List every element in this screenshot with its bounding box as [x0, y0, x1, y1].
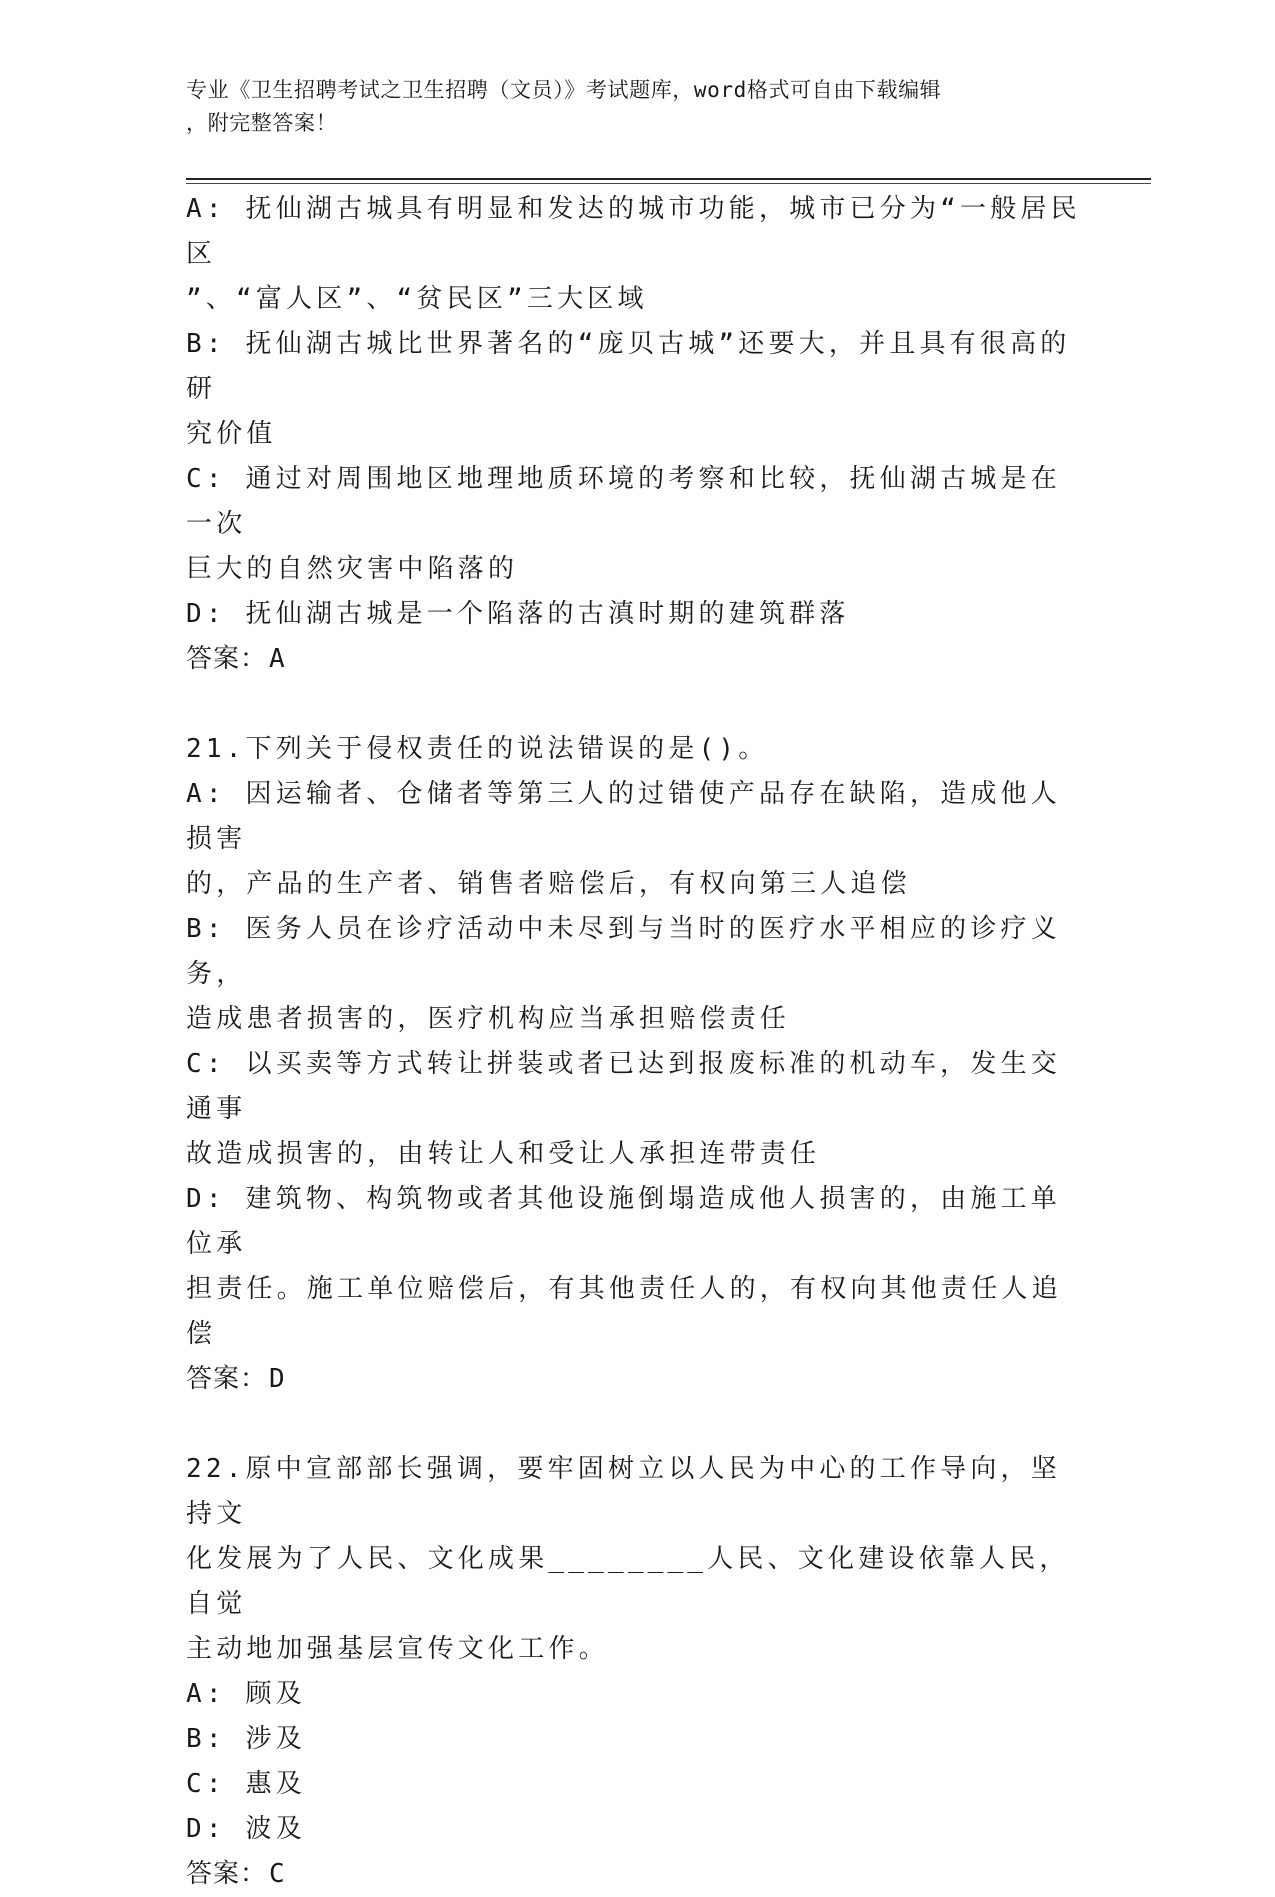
answer-value: D [269, 1364, 286, 1394]
option-b-line-1: B: 医务人员在诊疗活动中未尽到与当时的医疗水平相应的诊疗义务， [186, 914, 1061, 989]
document-header [186, 74, 1066, 140]
option-c-line-2: 巨大的自然灾害中陷落的 [186, 554, 519, 584]
option-d: D: 波及 [186, 1814, 306, 1844]
option-d-line-1: D: 建筑物、构筑物或者其他设施倒塌造成他人损害的，由施工单位承 [186, 1184, 1061, 1259]
answer-line [186, 637, 1086, 682]
answer-label: 答案： [186, 644, 268, 674]
question-stem-line-3: 主动地加强基层宣传文化工作。 [186, 1634, 609, 1664]
option-c-line-1: C: 以买卖等方式转让拼装或者已达到报废标准的机动车，发生交通事 [186, 1049, 1061, 1124]
option-a-line-2: ”、“富人区”、“贫民区”三大区域 [186, 284, 648, 314]
answer-line [186, 1357, 1086, 1402]
option-c: C: 惠及 [186, 1769, 306, 1799]
answer-label: 答案： [186, 1859, 268, 1889]
option-b-line-2: 究价值 [186, 419, 277, 449]
option-a: A: 顾及 [186, 1679, 306, 1709]
option-b-line-1: B: 抚仙湖古城比世界著名的“庞贝古城”还要大，并且具有很高的研 [186, 329, 1071, 404]
question-stem-line-2: 化发展为了人民、文化成果________人民、文化建设依靠人民，自觉 [186, 1544, 1070, 1619]
question-22 [186, 1447, 1086, 1897]
option-d-line-2: 担责任。施工单位赔偿后，有其他责任人的，有权向其他责任人追偿 [186, 1274, 1062, 1349]
option-d-line-1: D: 抚仙湖古城是一个陷落的古滇时期的建筑群落 [186, 599, 850, 629]
option-a-line-1: A: 因运输者、仓储者等第三人的过错使产品存在缺陷，造成他人损害 [186, 779, 1061, 854]
question-stem: 21.下列关于侵权责任的说法错误的是()。 [186, 734, 769, 764]
option-a-line-1: A: 抚仙湖古城具有明显和发达的城市功能，城市已分为“一般居民区 [186, 194, 1081, 269]
answer-label: 答案： [186, 1364, 268, 1394]
option-b: B: 涉及 [186, 1724, 306, 1754]
spacer [186, 682, 1086, 727]
spacer [186, 1402, 1086, 1447]
answer-value: C [269, 1859, 286, 1889]
option-c-line-2: 故造成损害的，由转让人和受让人承担连带责任 [186, 1139, 821, 1169]
option-a-line-2: 的，产品的生产者、销售者赔偿后，有权向第三人追偿 [186, 869, 911, 899]
option-c-line-1: C: 通过对周围地区地理地质环境的考察和比较，抚仙湖古城是在一次 [186, 464, 1061, 539]
answer-value: A [269, 644, 286, 674]
document-body [186, 187, 1086, 1897]
header-line-1: 专业《卫生招聘考试之卫生招聘（文员）》考试题库，word格式可自由下载编辑 [186, 78, 942, 102]
question-stem-line-1: 22.原中宣部部长强调，要牢固树立以人民为中心的工作导向，坚持文 [186, 1454, 1061, 1529]
question-previous [186, 187, 1086, 682]
header-line-2: ，附完整答案！ [186, 111, 338, 135]
header-divider-thick [186, 178, 1151, 180]
option-b-line-2: 造成患者损害的，医疗机构应当承担赔偿责任 [186, 1004, 791, 1034]
header-divider-thin [186, 183, 1151, 184]
question-21 [186, 727, 1086, 1402]
answer-line [186, 1852, 1086, 1897]
